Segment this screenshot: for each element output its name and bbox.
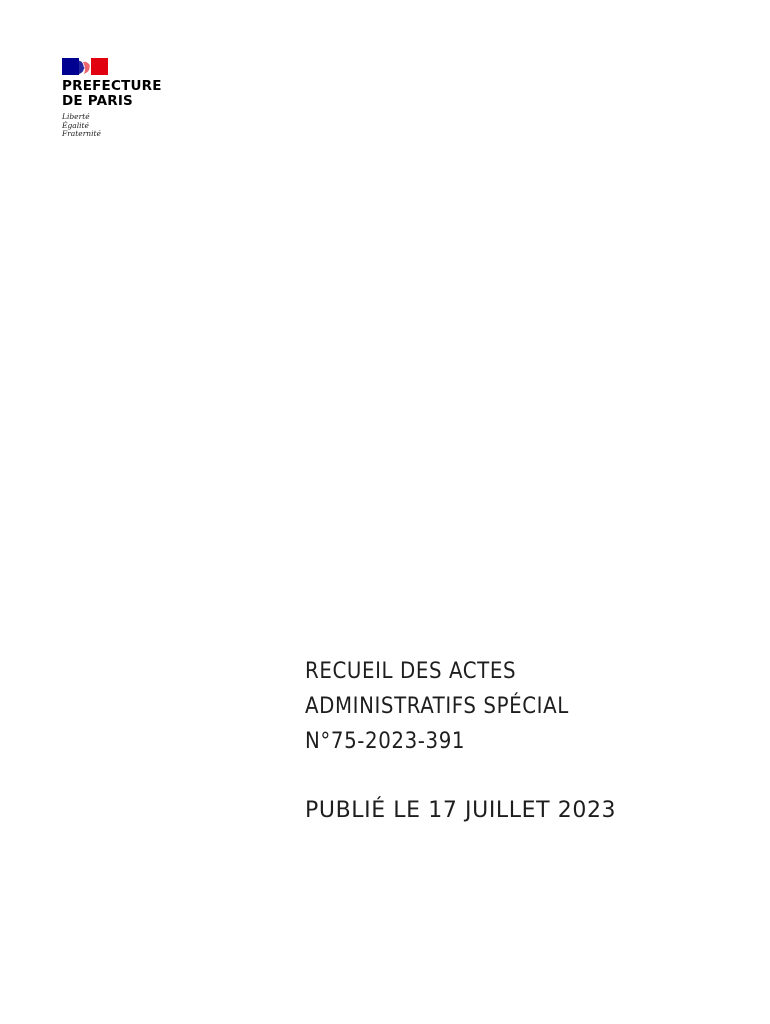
document-title — [305, 654, 745, 759]
marianne-flag-icon — [62, 58, 108, 75]
motto-egalite: Égalité — [62, 120, 89, 130]
prefecture-name-line-2: DE PARIS — [62, 93, 133, 109]
publication-date: PUBLIÉ LE 17 JUILLET 2023 — [305, 798, 617, 823]
title-line-3: N°75-2023-391 — [305, 729, 466, 754]
motto-fraternite: Fraternité — [62, 129, 101, 138]
title-line-1: RECUEIL DES ACTES — [305, 659, 517, 684]
title-line-2: ADMINISTRATIFS SPÉCIAL — [305, 694, 569, 719]
prefecture-name-line-1: PREFECTURE — [62, 78, 162, 94]
motto-liberte: Liberté — [62, 112, 90, 121]
prefecture-name — [62, 79, 202, 109]
republic-motto — [62, 113, 202, 139]
prefecture-logo — [62, 58, 202, 139]
